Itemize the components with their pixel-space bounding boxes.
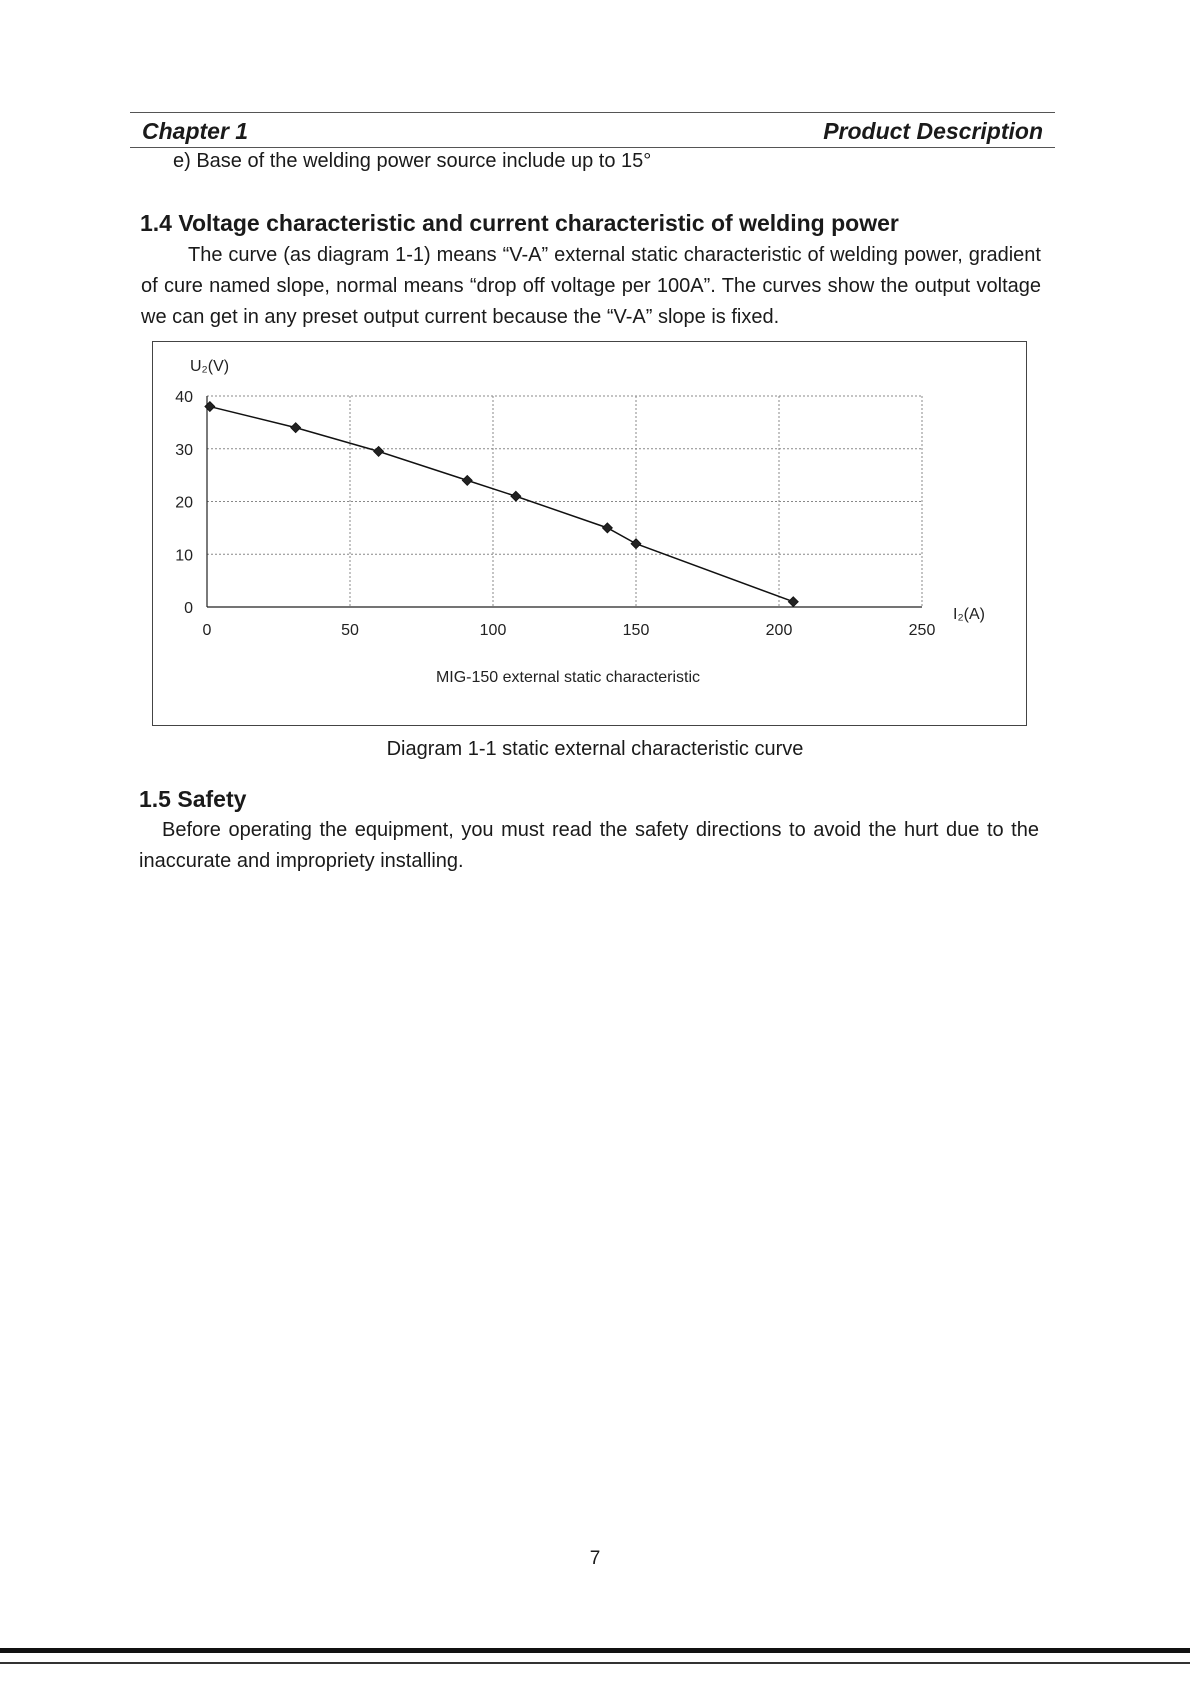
series-line (210, 407, 793, 602)
data-point (788, 597, 798, 607)
figure-caption: Diagram 1-1 static external characteristic curve (386, 738, 804, 760)
page-header (130, 112, 1055, 148)
x-tick-label: 50 (341, 622, 359, 639)
data-point (511, 491, 521, 501)
section-heading-1-4: 1.4 Voltage characteristic and current characteristic of welding power (140, 210, 899, 236)
page-number: 7 (589, 1548, 601, 1569)
list-item-e: e) Base of the welding power source include up to 15° (173, 150, 652, 172)
x-tick-label: 100 (479, 622, 507, 639)
y-tick-label: 40 (175, 389, 193, 406)
chart-grid (207, 396, 922, 607)
chart-series (205, 402, 798, 607)
data-point (462, 475, 472, 485)
y-axis-label: U₂(V) (190, 358, 230, 375)
x-tick-label: 150 (622, 622, 650, 639)
data-point (602, 523, 612, 533)
data-point (291, 423, 301, 433)
y-tick-label: 30 (175, 441, 193, 459)
x-axis-label: I₂(A) (953, 606, 985, 623)
y-tick-label: 10 (175, 547, 193, 565)
data-point (374, 446, 384, 456)
section-heading-1-5: 1.5 Safety (139, 786, 247, 812)
y-tick-label: 0 (184, 600, 193, 617)
bottom-scan-edge-2 (0, 1662, 1190, 1664)
data-point (631, 539, 641, 549)
chapter-label: Chapter 1 (142, 118, 249, 144)
x-tick-label: 250 (908, 622, 936, 639)
y-tick-label: 20 (175, 494, 193, 512)
section-body-1-4: The curve (as diagram 1-1) means “V-A” external static characteristic of welding power, gradient of cure named slope, normal means “drop off voltage per 100A”. The curves show the output voltage we can get in any preset output current because the “V-A” slope is fixed. (141, 244, 1041, 328)
x-tick-label: 0 (202, 622, 212, 639)
section-label: Product Description (823, 118, 1043, 144)
data-point (205, 402, 215, 412)
chart-title: MIG-150 external static characteristic (435, 669, 701, 686)
chart (152, 341, 1027, 726)
bottom-scan-edge (0, 1648, 1190, 1653)
section-body-1-5: Before operating the equipment, you must read the safety directions to avoid the hurt due to the inaccurate and impropriety installing. (139, 819, 1039, 872)
x-tick-label: 200 (765, 622, 793, 639)
